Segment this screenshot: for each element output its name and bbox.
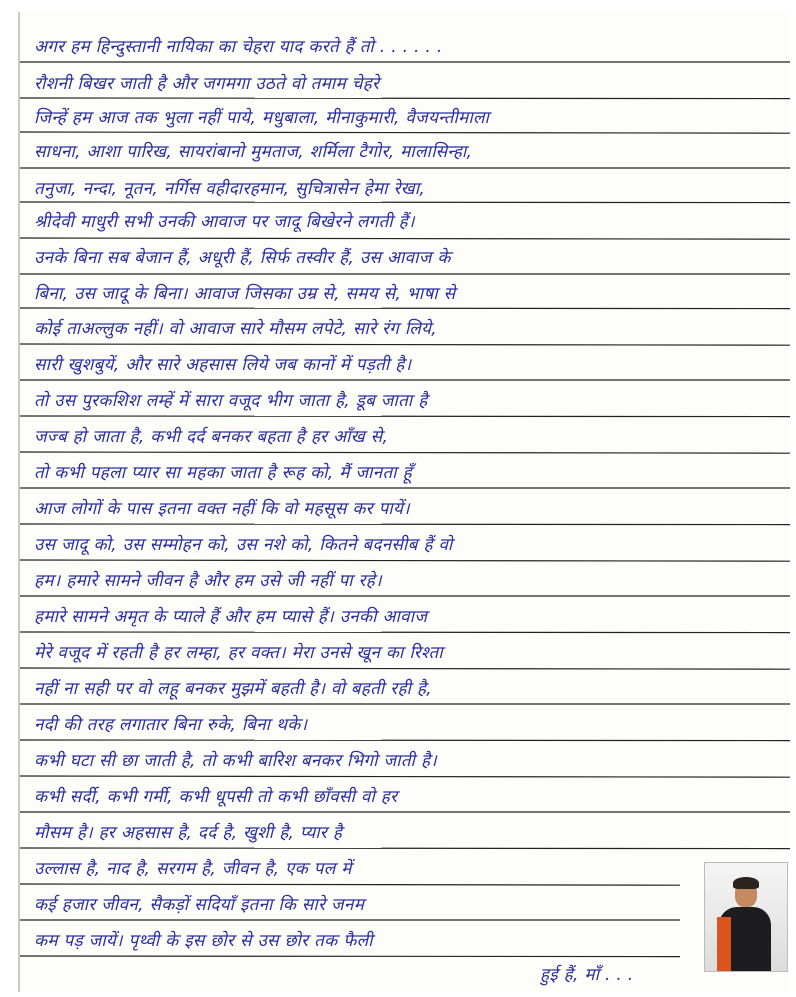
letter-line-9: कोई ताअल्लुक नहीं। वो आवाज सारे मौसम लपेटे, सारे रंग लिये,: [34, 319, 437, 339]
letter-line-10: सारी खुशबुयें, और सारे अहसास लिये जब कानों में पड़ती है।: [34, 355, 412, 375]
letter-line-17: हमारे सामने अमृत के प्याले हैं और हम प्यासे हैं। उनकी आवाज: [34, 607, 428, 627]
letter-line-14: आज लोगों के पास इतना वक्त नहीं कि वो महसूस कर पायें।: [34, 499, 410, 519]
letter-line-16: हम। हमारे सामने जीवन है और हम उसे जी नहीं पा रहे।: [34, 571, 382, 591]
letter-line-24: उल्लास है, नाद है, सरगम है, जीवन है, एक पल में: [34, 859, 352, 879]
letter-line-23: मौसम है। हर अहसास है, दर्द है, खुशी है, प्यार है: [34, 823, 343, 843]
letter-line-4: साधना, आशा पारिख, सायरांबानो मुमताज, शर्मिला टैगोर, मालासिन्हा,: [34, 142, 473, 162]
letter-line-22: कभी सर्दी, कभी गर्मी, कभी धूपसी तो कभी छाँवसी वो हर: [34, 787, 398, 807]
letter-line-25: कई हजार जीवन, सैकड़ों सदियाँ इतना कि सारे जनम: [34, 895, 365, 915]
letter-line-13: तो कभी पहला प्यार सा महका जाता है रूह को, मैं जानता हूँ: [34, 463, 412, 483]
letter-line-15: उस जादू को, उस सम्मोहन को, उस नशे को, कितने बदनसीब हैं वो: [34, 535, 453, 555]
letter-line-12: जज्ब हो जाता है, कभी दर्द बनकर बहता है हर आँख से,: [34, 427, 389, 447]
letter-line-18: मेरे वजूद में रहती है हर लम्हा, हर वक्त। मेरा उनसे खून का रिश्ता: [34, 643, 443, 663]
letter-line-3: जिन्हें हम आज तक भुला नहीं पाये, मधुबाला, मीनाकुमारी, वैजयन्तीमाला: [34, 108, 490, 128]
letter-line-11: तो उस पुरकशिश लम्हें में सारा वजूद भीग जाता है, डूब जाता है: [34, 391, 428, 411]
letter-line-8: बिना, उस जादू के बिना। आवाज जिसका उम्र से, समय से, भाषा से: [34, 284, 456, 304]
letter-line-27-signoff: हुई हैं, माँ . . .: [540, 965, 634, 985]
letter-line-6: श्रीदेवी माधुरी सभी उनकी आवाज पर जादू बिखेरने लगती हैं।: [34, 212, 415, 232]
letter-line-1: अगर हम हिन्दुस्तानी नायिका का चेहरा याद करते हैं तो . . . . . .: [34, 37, 443, 57]
letter-line-21: कभी घटा सी छा जाती है, तो कभी बारिश बनकर भिगो जाती है।: [34, 751, 438, 771]
letter-line-20: नदी की तरह लगातार बिना रुके, बिना थके।: [34, 715, 308, 735]
handwritten-letter-page: [18, 12, 788, 992]
photo-figure-hair: [733, 877, 759, 889]
letter-line-19: नहीं ना सही पर वो लहू बनकर मुझमें बहती है। वो बहती रही है,: [34, 679, 432, 699]
letter-line-26: कम पड़ जायें। पृथ्वी के इस छोर से उस छोर तक फैली: [34, 931, 373, 951]
photo-figure-shirt: [717, 917, 731, 971]
letter-line-5: तनुजा, नन्दा, नूतन, नर्गिस वहीदारहमान, सुचित्रासेन हेमा रेखा,: [34, 179, 426, 199]
letter-line-7: उनके बिना सब बेजान हैं, अधूरी हैं, सिर्फ तस्वीर हैं, उस आवाज के: [34, 248, 451, 268]
portrait-photo-icon: [704, 862, 788, 972]
letter-line-2: रौशनी बिखर जाती है और जगमगा उठते वो तमाम चेहरे: [34, 74, 380, 94]
